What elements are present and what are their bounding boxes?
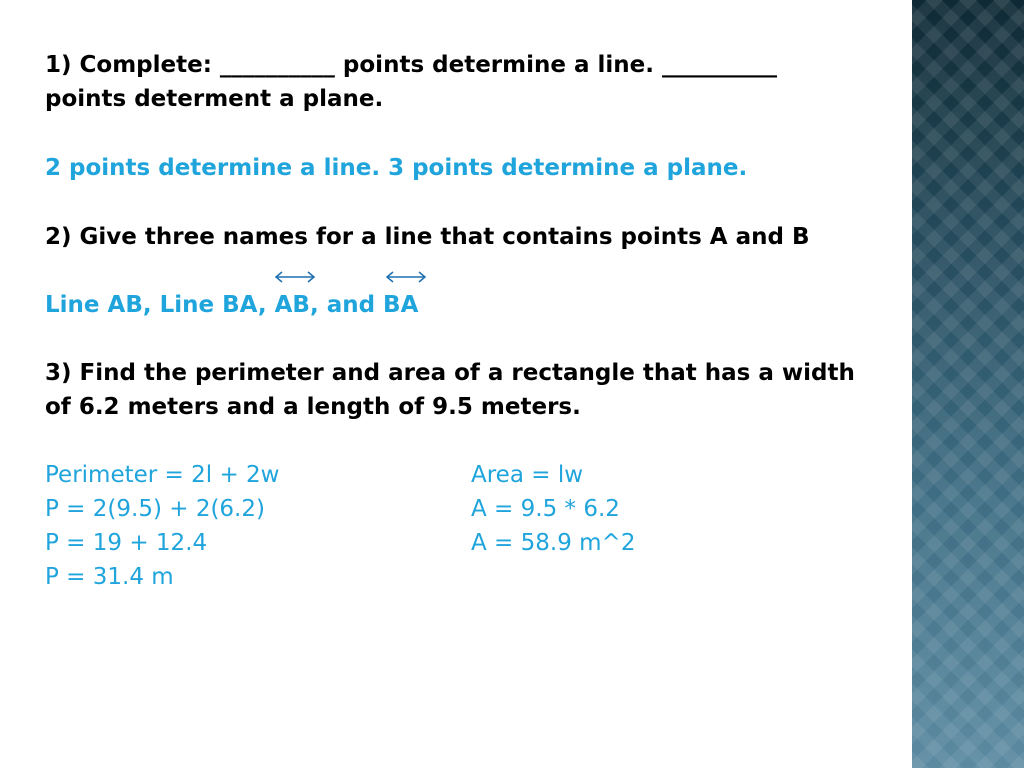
area-formula: Area = lw (471, 462, 584, 488)
question-3-line-1: 3) Find the perimeter and area of a rectangle that has a width (45, 360, 855, 386)
perimeter-step-2: P = 19 + 12.4 (45, 530, 208, 556)
question-1-line-2: points determent a plane. (45, 86, 384, 112)
question-1-line-1: 1) Complete: __________ points determine a line. __________ (45, 52, 777, 78)
perimeter-result: P = 31.4 m (45, 564, 174, 590)
question-3-line-2: of 6.2 meters and a length of 9.5 meters. (45, 394, 581, 420)
area-step-1: A = 9.5 * 6.2 (471, 496, 620, 522)
answer-1: 2 points determine a line. 3 points determine a plane. (45, 155, 748, 181)
question-2: 2) Give three names for a line that contains points A and B (45, 224, 810, 250)
answer-2: Line AB, Line BA, AB, and BA (45, 292, 419, 318)
perimeter-formula: Perimeter = 2l + 2w (45, 462, 280, 488)
area-result: A = 58.9 m^2 (471, 530, 636, 556)
perimeter-step-1: P = 2(9.5) + 2(6.2) (45, 496, 265, 522)
double-arrow-icon (274, 270, 316, 284)
double-arrow-icon (385, 270, 427, 284)
decorative-sidebar (912, 0, 1024, 768)
